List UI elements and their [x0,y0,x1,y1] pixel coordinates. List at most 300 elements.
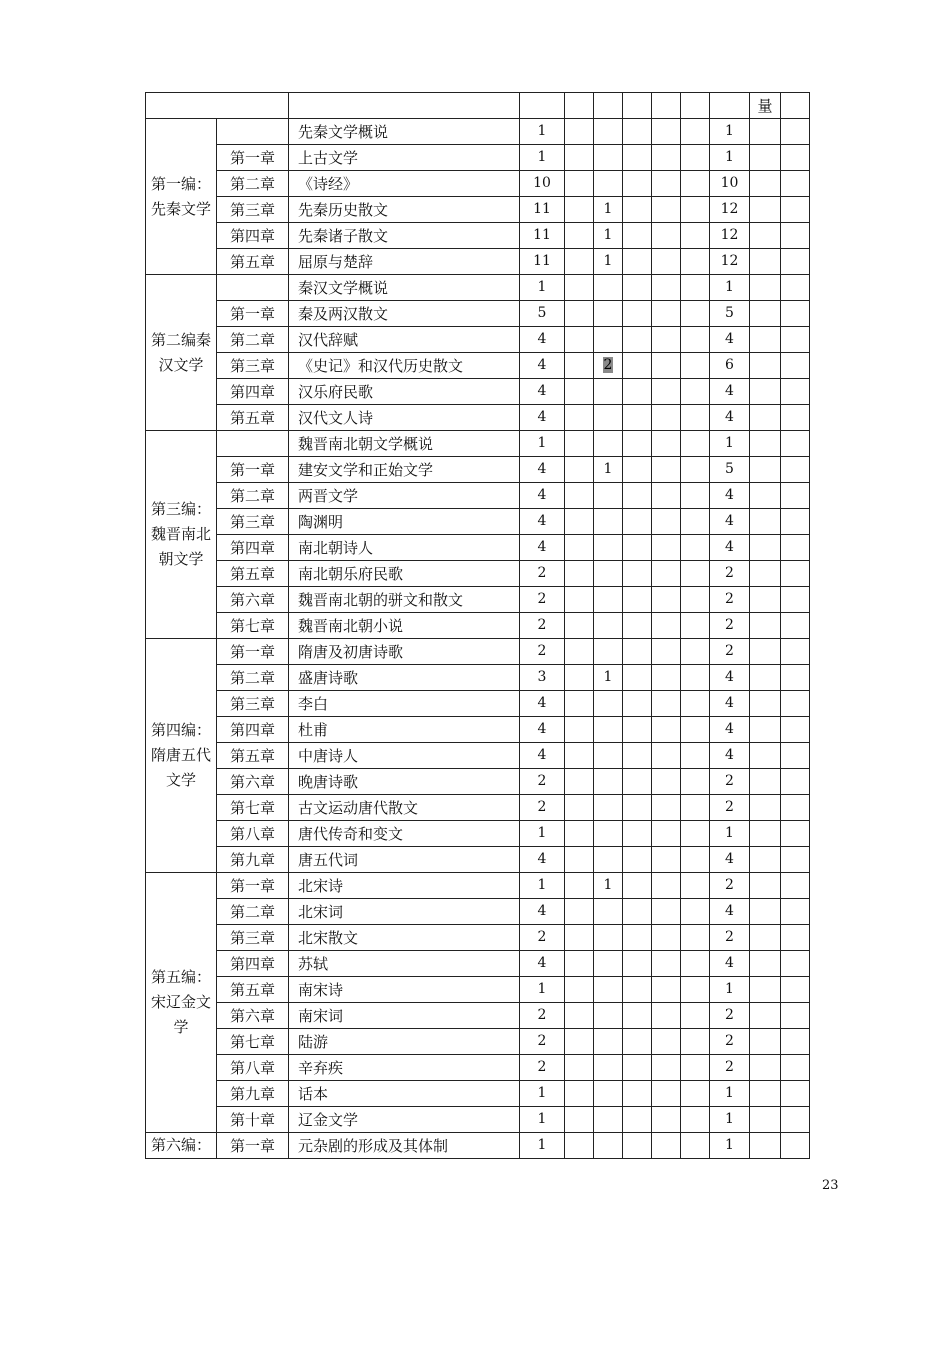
table-row [146,743,810,769]
chapter-title-cell: 苏轼 [289,951,520,977]
empty-cell [652,353,681,379]
total-hours-cell: 4 [710,899,750,925]
empty-cell [750,379,781,405]
header-cell [289,93,520,119]
chapter-title-cell: 辛弃疾 [289,1055,520,1081]
empty-cell [652,561,681,587]
hours-c-cell [594,353,623,379]
total-hours-cell: 12 [710,249,750,275]
header-cell [781,93,810,119]
header-cell [652,93,681,119]
empty-cell [781,847,810,873]
empty-cell [565,769,594,795]
empty-cell [750,1029,781,1055]
empty-cell [750,353,781,379]
table-row [146,691,810,717]
empty-cell [623,1055,652,1081]
empty-cell [652,1029,681,1055]
table-row [146,223,810,249]
empty-cell [565,171,594,197]
empty-cell [750,197,781,223]
unit-label-cell [146,275,217,431]
table-row [146,925,810,951]
unit-label-cell [146,119,217,275]
empty-cell [565,873,594,899]
chapter-title-cell: 南宋诗 [289,977,520,1003]
empty-cell [781,509,810,535]
chapter-title-cell: 南北朝诗人 [289,535,520,561]
hours-a-cell: 4 [520,847,565,873]
empty-cell [565,301,594,327]
empty-cell [565,847,594,873]
empty-cell [565,899,594,925]
empty-cell [565,1081,594,1107]
table-row [146,769,810,795]
empty-cell [781,379,810,405]
empty-cell [781,457,810,483]
table-row [146,353,810,379]
total-hours-cell: 4 [710,847,750,873]
empty-cell [750,1107,781,1133]
table-row [146,899,810,925]
empty-cell [781,223,810,249]
total-hours-cell: 12 [710,223,750,249]
hours-a-cell: 2 [520,769,565,795]
empty-cell [781,795,810,821]
table-row [146,249,810,275]
chapter-number-cell: 第一章 [217,457,289,483]
empty-cell [681,743,710,769]
empty-cell [565,743,594,769]
empty-cell [750,301,781,327]
hours-a-cell: 1 [520,873,565,899]
empty-cell [623,457,652,483]
empty-cell [781,1133,810,1159]
hours-c-cell [594,301,623,327]
empty-cell [623,483,652,509]
chapter-title-cell: 《诗经》 [289,171,520,197]
empty-cell [750,509,781,535]
chapter-number-cell: 第一章 [217,145,289,171]
empty-cell [750,431,781,457]
total-hours-cell: 1 [710,275,750,301]
empty-cell [565,691,594,717]
empty-cell [750,873,781,899]
chapter-number-cell: 第五章 [217,249,289,275]
chapter-title-cell: 唐代传奇和变文 [289,821,520,847]
empty-cell [750,1081,781,1107]
empty-cell [681,847,710,873]
hours-a-cell: 1 [520,431,565,457]
empty-cell [652,119,681,145]
empty-cell [565,405,594,431]
empty-cell [781,301,810,327]
hours-c-cell [594,1003,623,1029]
table-row [146,405,810,431]
chapter-number-cell: 第六章 [217,1003,289,1029]
chapter-number-cell: 第三章 [217,509,289,535]
empty-cell [652,847,681,873]
hours-c-cell [594,1133,623,1159]
empty-cell [623,847,652,873]
chapter-title-cell: 北宋诗 [289,873,520,899]
unit-label: 第五编：宋辽金文学 [150,968,211,1036]
chapter-title-cell: 陆游 [289,1029,520,1055]
hours-a-cell: 2 [520,587,565,613]
chapter-title-cell: 话本 [289,1081,520,1107]
empty-cell [781,951,810,977]
empty-cell [750,405,781,431]
table-row [146,613,810,639]
total-hours-cell: 2 [710,873,750,899]
empty-cell [781,925,810,951]
total-hours-cell: 2 [710,925,750,951]
hours-a-cell: 4 [520,405,565,431]
hours-a-cell: 4 [520,457,565,483]
empty-cell [565,379,594,405]
empty-cell [781,1055,810,1081]
chapter-title-cell: 汉乐府民歌 [289,379,520,405]
empty-cell [750,821,781,847]
hours-a-cell: 1 [520,821,565,847]
empty-cell [681,353,710,379]
empty-cell [652,405,681,431]
empty-cell [652,795,681,821]
empty-cell [623,821,652,847]
empty-cell [565,977,594,1003]
empty-cell [781,249,810,275]
hours-a-cell: 4 [520,379,565,405]
empty-cell [652,873,681,899]
page-number: 23 [822,1178,839,1193]
total-hours-cell: 1 [710,1081,750,1107]
table-row [146,483,810,509]
total-hours-cell: 4 [710,665,750,691]
empty-cell [750,847,781,873]
empty-cell [750,457,781,483]
empty-cell [781,353,810,379]
chapter-number-cell: 第五章 [217,561,289,587]
chapter-number-cell: 第四章 [217,379,289,405]
header-cell [565,93,594,119]
empty-cell [652,821,681,847]
table-row [146,847,810,873]
empty-cell [565,561,594,587]
empty-cell [652,769,681,795]
empty-cell [681,509,710,535]
empty-cell [681,691,710,717]
table-row [146,977,810,1003]
empty-cell [652,1133,681,1159]
empty-cell [750,1003,781,1029]
hours-c-cell [594,613,623,639]
hours-c-cell [594,769,623,795]
hours-a-cell: 2 [520,639,565,665]
hours-a-cell: 11 [520,249,565,275]
table-row [146,561,810,587]
empty-cell [652,145,681,171]
chapter-title-cell: 南北朝乐府民歌 [289,561,520,587]
table-row [146,509,810,535]
empty-cell [750,613,781,639]
table-row [146,1081,810,1107]
hours-a-cell: 4 [520,743,565,769]
table-row [146,119,810,145]
empty-cell [750,1055,781,1081]
empty-cell [652,691,681,717]
chapter-title-cell: 建安文学和正始文学 [289,457,520,483]
chapter-title-cell: 南宋词 [289,1003,520,1029]
empty-cell [565,457,594,483]
empty-cell [781,171,810,197]
empty-cell [652,899,681,925]
empty-cell [681,1003,710,1029]
chapter-number-cell [217,119,289,145]
empty-cell [623,769,652,795]
empty-cell [652,717,681,743]
empty-cell [565,483,594,509]
empty-cell [681,327,710,353]
table-row [146,717,810,743]
empty-cell [652,639,681,665]
chapter-number-cell: 第一章 [217,873,289,899]
table-row [146,171,810,197]
empty-cell [623,223,652,249]
empty-cell [781,1081,810,1107]
empty-cell [565,327,594,353]
hours-c-cell [594,327,623,353]
chapter-number-cell: 第十章 [217,1107,289,1133]
hours-a-cell: 4 [520,535,565,561]
empty-cell [565,951,594,977]
total-hours-cell: 2 [710,795,750,821]
header-cell [710,93,750,119]
chapter-title-cell: 辽金文学 [289,1107,520,1133]
empty-cell [565,509,594,535]
total-hours-cell: 1 [710,431,750,457]
empty-cell [681,431,710,457]
hours-a-cell: 2 [520,795,565,821]
hours-a-cell: 1 [520,275,565,301]
table-row [146,665,810,691]
empty-cell [681,405,710,431]
hours-c-cell [594,795,623,821]
empty-cell [565,613,594,639]
empty-cell [565,145,594,171]
empty-cell [623,249,652,275]
empty-cell [652,951,681,977]
chapter-number-cell: 第四章 [217,717,289,743]
empty-cell [623,1081,652,1107]
empty-cell [652,1107,681,1133]
empty-cell [781,535,810,561]
empty-cell [565,197,594,223]
empty-cell [623,951,652,977]
empty-cell [565,431,594,457]
unit-label: 第六编： [150,1136,211,1154]
header-cell [594,93,623,119]
empty-cell [652,301,681,327]
empty-cell [781,743,810,769]
chapter-number-cell: 第四章 [217,535,289,561]
empty-cell [623,639,652,665]
empty-cell [681,665,710,691]
table-row [146,379,810,405]
hours-a-cell: 1 [520,977,565,1003]
empty-cell [781,587,810,613]
empty-cell [750,691,781,717]
chapter-title-cell: 《史记》和汉代历史散文 [289,353,520,379]
total-hours-cell: 4 [710,405,750,431]
chapter-title-cell: 唐五代词 [289,847,520,873]
chapter-title-cell: 魏晋南北朝文学概说 [289,431,520,457]
empty-cell [750,561,781,587]
empty-cell [623,977,652,1003]
table-row [146,1107,810,1133]
chapter-title-cell: 隋唐及初唐诗歌 [289,639,520,665]
empty-cell [652,925,681,951]
table-row [146,1003,810,1029]
unit-label: 第四编：隋唐五代文学 [150,721,211,789]
total-hours-cell: 1 [710,1133,750,1159]
hours-c-cell [594,535,623,561]
chapter-title-cell: 汉代辞赋 [289,327,520,353]
hours-c-cell [594,587,623,613]
empty-cell [781,977,810,1003]
hours-c-cell [594,483,623,509]
hours-c-cell [594,977,623,1003]
empty-cell [781,275,810,301]
empty-cell [565,119,594,145]
hours-a-cell: 4 [520,691,565,717]
hours-c-cell [594,691,623,717]
empty-cell [681,587,710,613]
table-row [146,1055,810,1081]
empty-cell [623,275,652,301]
unit-label-cell [146,873,217,1133]
empty-cell [750,171,781,197]
hours-a-cell: 1 [520,1107,565,1133]
chapter-number-cell: 第二章 [217,899,289,925]
empty-cell [652,457,681,483]
hours-a-cell: 4 [520,483,565,509]
empty-cell [781,821,810,847]
empty-cell [750,899,781,925]
empty-cell [781,769,810,795]
empty-cell [652,587,681,613]
hours-c-cell: 1 [594,665,623,691]
empty-cell [750,327,781,353]
hours-a-cell: 2 [520,613,565,639]
empty-cell [652,1081,681,1107]
chapter-number-cell: 第六章 [217,769,289,795]
empty-cell [750,951,781,977]
empty-cell [681,1133,710,1159]
hours-a-cell: 4 [520,951,565,977]
empty-cell [681,1029,710,1055]
hours-a-cell: 1 [520,1133,565,1159]
empty-cell [681,717,710,743]
chapter-number-cell: 第三章 [217,925,289,951]
chapter-title-cell: 秦汉文学概说 [289,275,520,301]
empty-cell [781,639,810,665]
empty-cell [623,171,652,197]
empty-cell [565,1133,594,1159]
chapter-number-cell: 第八章 [217,821,289,847]
table-body [146,93,810,1159]
empty-cell [781,405,810,431]
total-hours-cell: 2 [710,561,750,587]
empty-cell [652,613,681,639]
empty-cell [781,197,810,223]
total-hours-cell: 6 [710,353,750,379]
empty-cell [681,977,710,1003]
empty-cell [652,379,681,405]
hours-a-cell: 2 [520,1029,565,1055]
total-hours-cell: 2 [710,587,750,613]
hours-c-cell: 1 [594,457,623,483]
table-row [146,795,810,821]
hours-a-cell: 2 [520,561,565,587]
total-hours-cell: 1 [710,977,750,1003]
empty-cell [750,275,781,301]
empty-cell [781,1003,810,1029]
total-hours-cell: 5 [710,457,750,483]
hours-a-cell: 1 [520,119,565,145]
empty-cell [781,483,810,509]
chapter-title-cell: 先秦文学概说 [289,119,520,145]
table-row [146,327,810,353]
empty-cell [681,795,710,821]
hours-c-cell [594,275,623,301]
total-hours-cell: 1 [710,119,750,145]
header-cell [146,93,289,119]
empty-cell [750,249,781,275]
chapter-number-cell: 第一章 [217,639,289,665]
chapter-number-cell: 第三章 [217,197,289,223]
empty-cell [565,795,594,821]
hours-c-cell [594,1081,623,1107]
empty-cell [623,301,652,327]
hours-c-cell: 1 [594,223,623,249]
total-hours-cell: 4 [710,743,750,769]
hours-a-cell: 11 [520,223,565,249]
hours-a-cell: 4 [520,327,565,353]
hours-c-cell [594,405,623,431]
table-row [146,951,810,977]
empty-cell [623,925,652,951]
empty-cell [681,873,710,899]
empty-cell [623,145,652,171]
table-row [146,639,810,665]
table-row [146,301,810,327]
hours-c-cell [594,1029,623,1055]
empty-cell [681,457,710,483]
empty-cell [750,665,781,691]
hours-c-cell [594,925,623,951]
empty-cell [681,899,710,925]
empty-cell [750,223,781,249]
chapter-number-cell: 第九章 [217,1081,289,1107]
empty-cell [623,405,652,431]
empty-cell [681,145,710,171]
empty-cell [623,379,652,405]
unit-label-cell [146,639,217,873]
hours-c-cell [594,821,623,847]
empty-cell [681,951,710,977]
hours-c-cell [594,717,623,743]
total-hours-cell: 2 [710,613,750,639]
